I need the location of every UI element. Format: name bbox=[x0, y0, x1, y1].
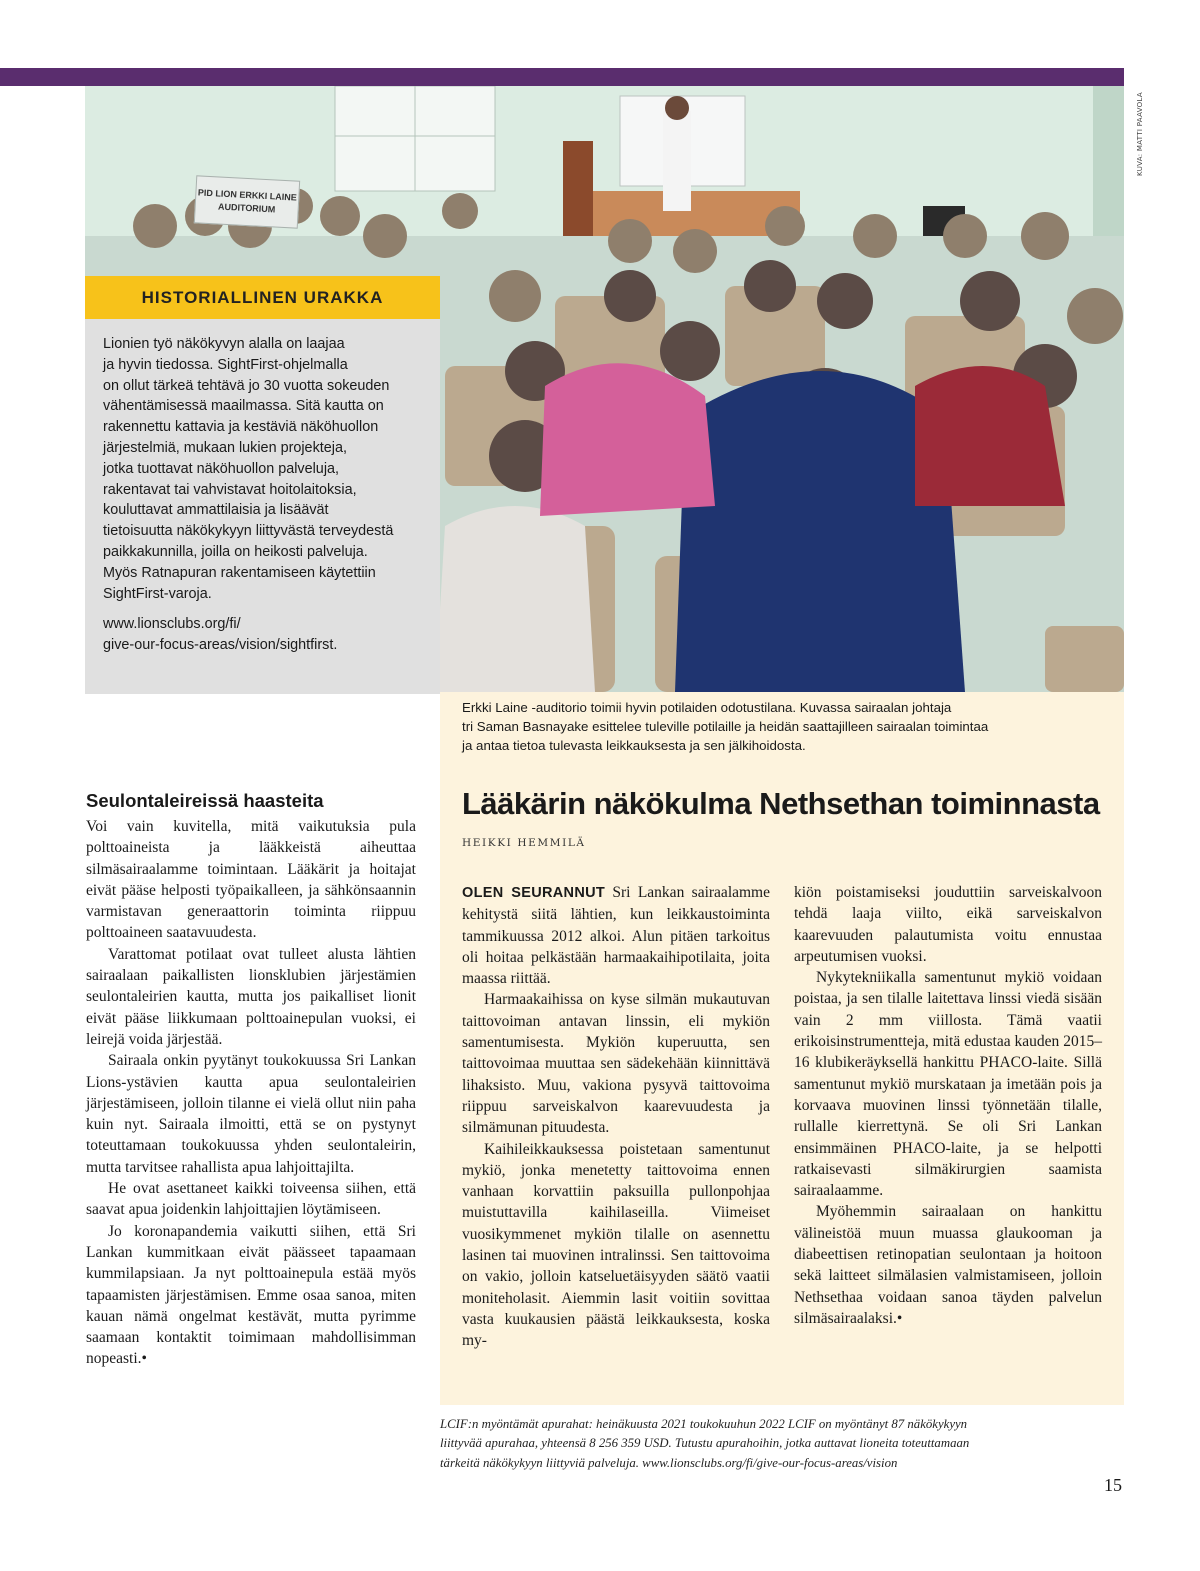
paragraph: Varattomat potilaat ovat tulleet alusta lähtien sairaalaan paikallisten lionsklubien järjestämien seulontaleirien kautta, mutta jos paikalliset lionit eivät pääse liikkumaan polttoainepulan vuoksi, ei leirejä voida järjestää. bbox=[86, 945, 416, 1048]
page-number: 15 bbox=[1104, 1475, 1122, 1495]
auditorium-sign bbox=[194, 175, 300, 228]
sidebar-text: Lionien työ näkökyvyn alalla on laajaa ja hyvin tiedossa. SightFirst-ohjelmalla on ollut tärkeä tehtävä jo 30 vuotta sokeuden vähentämisessä maailmassa. Sitä kautta on rakennettu kattavia ja kestäviä näköhuollon järjestelmiä, mukaan lukien projekteja, jotka tuottavat näköhuollon palveluja, rakentavat tai vahvistavat hoitolaitoksia, kouluttavat ammattilaisia ja lisäävät tietoisuutta näkökykyyn liittyvästä terveydestä paikkakunnilla, joilla on heikosti palveluja. Myös Ratnapuran rakentamiseen käytettiin SightFirst-varoja. bbox=[103, 336, 394, 602]
paragraph: OLEN SEURANNUT Sri Lankan sairaalamme kehitystä siitä lähtien, kun leikkaustoiminta tammikuussa 2012 alkoi. Alun pitäen tarkoitus oli hoitaa pelkästään harmaakaihipotilaita, joita maassa riittää. bbox=[462, 884, 770, 988]
sidebar-header bbox=[85, 276, 440, 319]
paragraph: Kaihileikkauksessa poistetaan samentunut mykiö, jonka menetetty taittovoima ennen vanhaan korvattiin paksuilla pullonpohjaa muistuttavilla kaihilaseilla. Viimeiset vuosikymmenet mykiön tilalle on asennettu lasinen tai muovinen intralinssi. Sen taittovoima on vakio, jolloin katseluetäisyyden säätö vaatii moniteholasit. Aiemmin lasit voitiin sovittaa vasta kuukausien päästä leikkauksesta, koska my- bbox=[462, 1140, 770, 1350]
top-accent-bar bbox=[0, 68, 1124, 86]
photo-caption: Erkki Laine -auditorio toimii hyvin potilaiden odotustilana. Kuvassa sairaalan johtaja tri Saman Basnayake esittelee tuleville potilaille ja heidän saattajilleen sairaalan toimintaa ja antaa tietoa tulevasta leikkauksesta ja sen jälkihoidosta. bbox=[462, 700, 989, 754]
article-column-1 bbox=[462, 882, 770, 1352]
article-byline: HEIKKI HEMMILÄ bbox=[462, 837, 586, 849]
lcif-footnote: LCIF:n myöntämät apurahat: heinäkuusta 2021 toukokuuhun 2022 LCIF on myöntänyt 87 näkökykyyn liittyvää apurahaa, yhteensä 8 256 359 USD. Tutustu apurahoihin, jotka auttavat lioneita toteuttamaan tärkeitä näkökykyyn liittyviä palveluja. www.lionsclubs.org/fi/give-our-focus-areas/vision bbox=[440, 1417, 970, 1470]
sign-line-2: AUDITORIUM bbox=[217, 201, 276, 215]
paragraph: Nykytekniikalla samentunut mykiö voidaan poistaa, ja sen tilalle laitettava linssi viedä sisään vain 2 mm viillosta. Tämä vaatii erikoisinstrumentteja, mitä edustaa kauden 2015–16 klubikeräyksellä hankittu PHACO-laite. Sillä samentunut mykiö murskataan ja imetään pois ja korvaava muovinen linssi työnnetään tilalle, rullalle kierrettynä. Se oli Sri Lankan ensimmäinen PHACO-laite, ja se helpotti ratkaisevasti silmäkirurgien saamista sairaalaamme. bbox=[794, 969, 1102, 1200]
section-heading: Seulontaleireissä haasteita bbox=[86, 790, 324, 811]
sidebar-link[interactable]: www.lionsclubs.org/fi/ give-our-focus-areas/vision/sightfirst. bbox=[103, 616, 338, 654]
paragraph: He ovat asettaneet kaikki toiveensa siihen, että saavat apua joidenkin lahjoittajien löytämiseen. bbox=[86, 1180, 416, 1219]
paragraph: Sairaala onkin pyytänyt toukokuussa Sri Lankan Lions-ystävien kautta apua seulontaleirien järjestämiseen, jolloin tilanne ei vielä ollut niin paha kuin nyt. Sairaala ilmoitti, että se on pystynyt toteuttamaan toukokuussa yhden seulontaleirin, mutta tarvitsee rahallista apua lahjoittajilta. bbox=[86, 1052, 416, 1176]
paragraph: Myöhemmin sairaalaan on hankittu välineistöä muun muassa glaukooman ja diabeettisen retinopatian seulontaan ja hoitoon sekä laitteet silmälasien valmistamiseen, jolloin Nethsethaa voidaan sanoa täyden palvelun silmäsairaalaksi.• bbox=[794, 1203, 1102, 1327]
paragraph: kiön poistamiseksi jouduttiin sarveiskalvoon tehdä laaja viilto, eikä sarveiskalvon kaarevuuden palautumista voitu ennustaa arpeutumisen vuoksi. bbox=[794, 884, 1102, 965]
sidebar-box bbox=[85, 276, 440, 694]
article-title: Lääkärin näkökulma Nethsethan toiminnasta bbox=[462, 786, 1100, 821]
left-article-column bbox=[86, 816, 416, 1370]
paragraph: Harmaakaihissa on kyse silmän mukautuvan taittovoiman antavan linssin, eli mykiön samentumisesta. Mykiön kuperuutta, sen taittovoimaa muuttaa sen sädekehään kiinnittävä lihaksisto. Muu, vakiona pysyvä taittovoima riippuu sarveiskalvon kaarevuudesta ja silmämunan pituudesta. bbox=[462, 991, 770, 1137]
sidebar-title: HISTORIALLINEN URAKKA bbox=[141, 287, 384, 307]
article-column-2 bbox=[794, 882, 1102, 1329]
lead-in: OLEN SEURANNUT bbox=[462, 885, 606, 901]
photo-credit: KUVA: MATTI PAAVOLA bbox=[1136, 92, 1144, 176]
paragraph: Jo koronapandemia vaikutti siihen, että Sri Lankan kummitkaan eivät päässeet tapaamaan kummilapsiaan. Ja nyt polttoainepula estää myös tapaamisten järjestämisen. Emme osaa sanoa, miten kauan nämä ongelmat kestävät, mutta pyrimme saamaan kontaktit toimimaan mahdollisimman nopeasti.• bbox=[86, 1222, 416, 1368]
paragraph: Voi vain kuvitella, mitä vaikutuksia pula polttoaineista ja lääkkeistä aiheuttaa silmäsairaalamme toimintaan. Lääkärit ja hoitajat eivät pääse helposti työpaikalleen, ja sähkönsaannin varmistavan generaattorin toiminta riippuu polttoaineen saatavuudesta. bbox=[86, 818, 416, 942]
sign-line-1: PID LION ERKKI LAINE bbox=[197, 187, 298, 203]
